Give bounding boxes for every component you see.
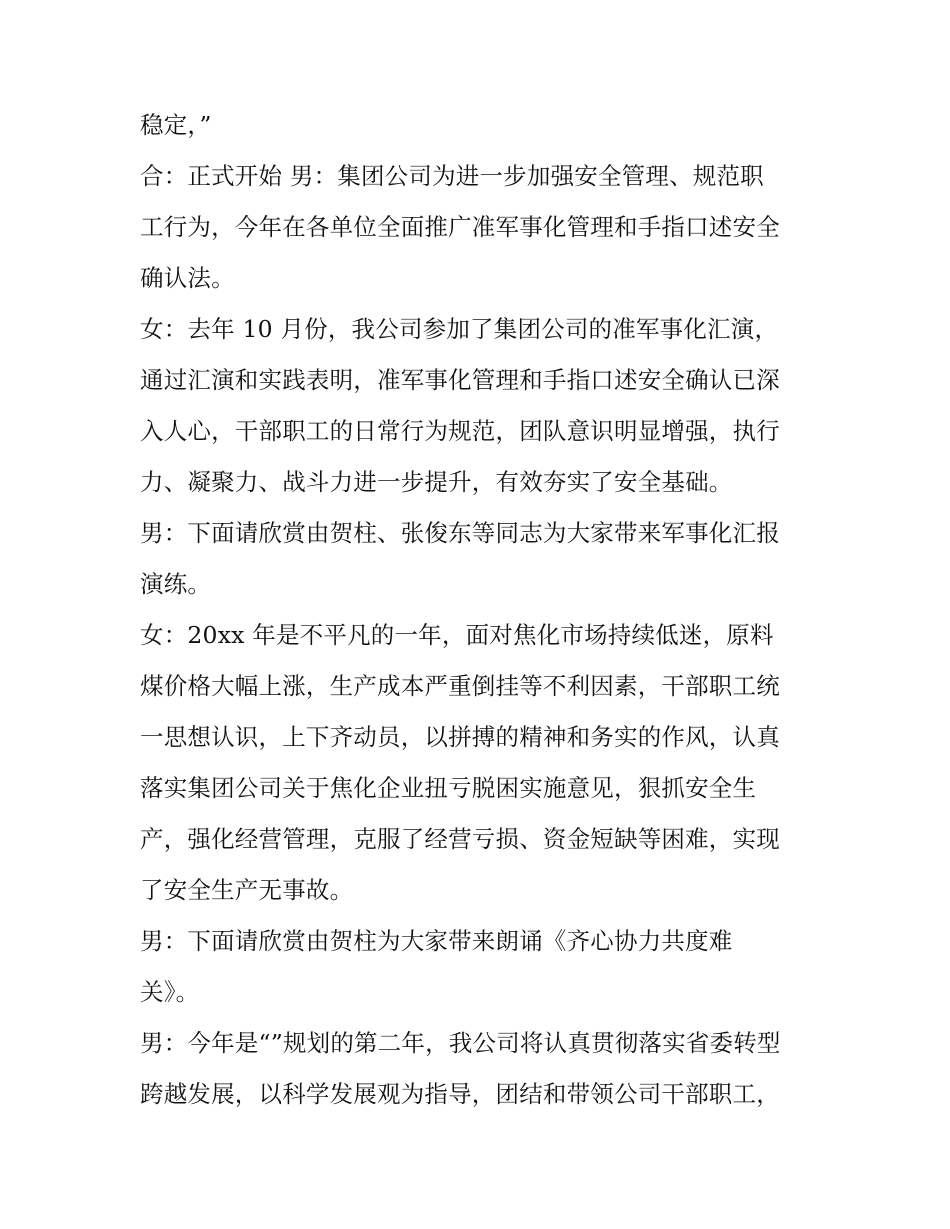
text-line-16: 了安全生产无事故。 [140,876,354,904]
text-line-6: 通过汇演和实践表明，准军事化管理和手指口述安全确认已深 [140,366,780,394]
text-line-9: 男：下面请欣赏由贺柱、张俊东等同志为大家带来军事化汇报 [140,519,780,547]
text-line-8: 力、凝聚力、战斗力进一步提升，有效夯实了安全基础。 [140,468,733,496]
text-line-19: 男：今年是“”规划的第二年，我公司将认真贯彻落实省委转型 [140,1029,781,1057]
text-line-20: 跨越发展，以科学发展观为指导，团结和带领公司干部职工， [140,1080,780,1108]
text-line-10: 演练。 [140,570,212,598]
text-line-11: 女：20xx 年是不平凡的一年，面对焦化市场持续低迷，原料 [140,621,774,649]
document-body [140,100,820,1120]
text-line-4: 确认法。 [140,264,235,292]
text-line-5: 女：去年 10 月份，我公司参加了集团公司的准军事化汇演， [140,315,779,343]
text-line-15: 产，强化经营管理，克服了经营亏损、资金短缺等困难，实现 [140,825,780,853]
text-line-14: 落实集团公司关于焦化企业扭亏脱困实施意见，狠抓安全生 [140,774,757,802]
text-line-12: 煤价格大幅上涨，生产成本严重倒挂等不利因素，干部职工统 [140,672,780,700]
text-line-1: 稳定，” [140,111,212,139]
text-line-17: 男：下面请欣赏由贺柱为大家带来朗诵《齐心协力共度难 [140,927,733,955]
text-line-3: 工行为，今年在各单位全面推广准军事化管理和手指口述安全 [140,213,780,241]
text-line-2: 合：正式开始 男：集团公司为进一步加强安全管理、规范职 [140,162,764,190]
text-line-18: 关》。 [140,978,200,1006]
text-line-7: 入人心，干部职工的日常行为规范，团队意识明显增强，执行 [140,417,780,445]
text-line-13: 一思想认识，上下齐动员，以拼搏的精神和务实的作风，认真 [140,723,780,751]
